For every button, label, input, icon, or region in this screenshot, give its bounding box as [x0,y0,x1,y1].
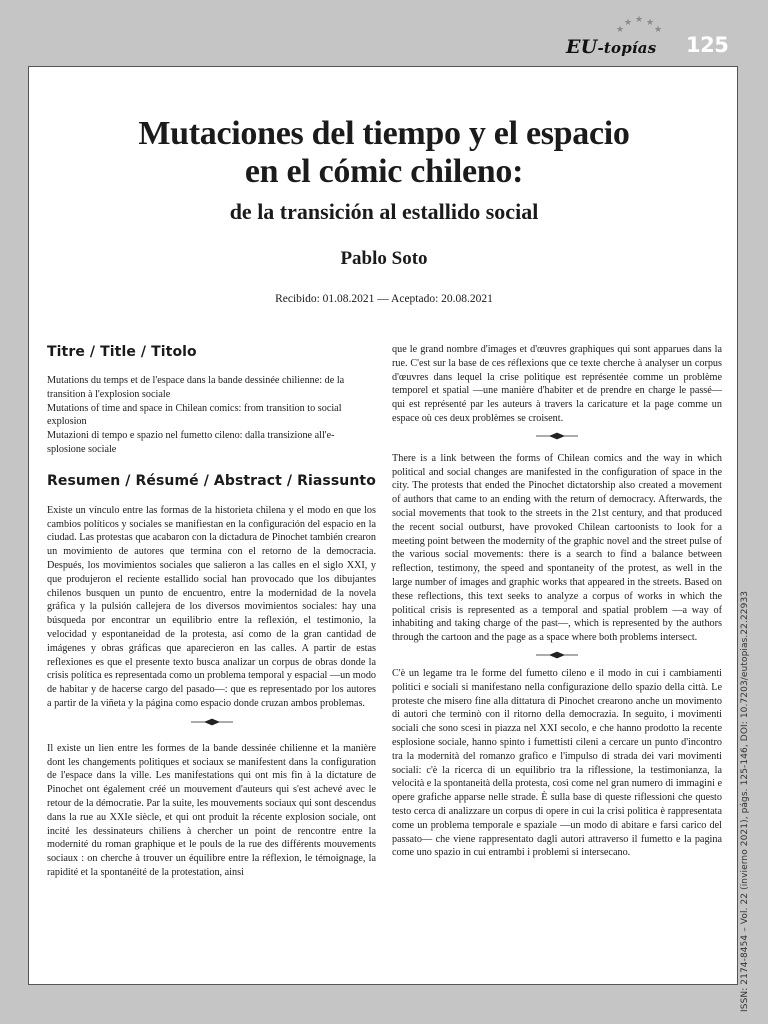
issn-doi-citation: ISSN: 2174-8454 – Vol. 22 (invierno 2021), págs. 125-146, DOI: 10.7203/eutopias.22.22933 [740,590,750,1012]
resumen-es: Existe un vínculo entre las formas de la historieta chilena y el modo en que los cambios políticos y sociales se manifiestan en la configuración del espacio en la ciudad. Las protestas que acabaron con la dictadura de Pinochet también crearon un movimiento de autores que termina con el retorno de la democracia. Después, los movimientos sociales que salieron a las calles en el siglo XXI, y que produjeron el reciente estallido social han provocado que los dibujantes chilenos busquen un punto de encuentro, entre la modernidad de la novela gráfica y la pulsión callejera de los diversos movimientos sociales: hay una búsqueda por encontrar un equilibrio entre la reflexión, el testimonio, la velocidad y espontaneidad de la protesta, así como de la gran cantidad de imágenes y obras gráficas que aparecieron en las calles. A partir de estas reflexiones es que el presente texto busca analizar un corpus de obras donde la crisis política es representada como un problema temporal y espacial —un modo de habitar y de hacerse cargo del pasado—: que es representado por los autores a partir de la viñeta y la página como espacio donde cruzan ambos problemas. [47,504,377,709]
section-ornament [392,430,722,442]
title-line-1: Mutaciones del tiempo y el espacio [138,115,630,152]
article-title [29,115,739,191]
page-number: 125 [686,33,729,57]
title-en-line-2: explosion [47,416,87,428]
resume-fr: Il existe un lien entre les formes de la bande dessinée chilienne et la manière dont les changements politiques et sociaux se manifestent dans la configuration de l'espace dans la ville. Les manifestations qui ont mis fin à la dictature de Pinochet ont également créé un mouvement d'auteurs qui s'est achevé avec le retour de la démocratie. Par la suite, les mouvements sociaux qui sont descendus dans la rue au XXIe siècle, et qui ont produit la récente explosion sociale, ont incité les dessinateurs chiliens à chercher un point de rencontre entre la modernité du roman graphique et le pouls de la rue des différents mouvements sociaux : on cherche à trouver un équilibre entre la réflexion, le témoignage, la rapidité et la spontanéité de la protestation, ainsi [47,742,376,878]
journal-logo [566,36,656,58]
received-accepted-dates: Recibido: 01.08.2021 — Aceptado: 20.08.2021 [275,293,493,305]
logo-stars: ★ ★ ★ ★ ★ [616,15,663,35]
title-en-line-1: Mutations of time and space in Chilean comics: from transition to social [47,402,342,414]
resume-fr-continued: que le grand nombre d'images et d'œuvres graphiques qui sont apparues dans la rue. C'est sur la base de ces réflexions que ce texte cherche à analyser un corpus d'œuvres dans lequel la crise politique est représentée comme un problème temporel et spatial —une manière d'habiter et de prendre en charge le passé— qui est représenté par les auteurs à travers la caricature et la page comme un espace où ces deux problèmes se croisent. [392,344,722,424]
logo-topias: -topías [597,39,657,57]
title-fr-line-2: transition à l'explosion sociale [47,388,171,400]
titles-list [47,374,376,457]
article-page [28,66,738,985]
article-subtitle: de la transición al estallido social [229,199,539,224]
abstract-en: There is a link between the forms of Chilean comics and the way in which political and social changes are manifested in the configuration of space in the city. The protests that ended the Pinochet dictatorship also created a movement of authors that came to an ending with the return of democracy. Afterwards, the social movements that took to the streets in the 21st century, and that produced the recent social outburst, have provoked Chilean cartoonists to look for a meeting point between the modernity of the graphic novel and the street pulse of the various social movements: there is a search to find a balance between reflection, testimony, the speed and spontaneity of the protest, as well in the large number of images and graphic works that appeared in the streets. Based on these reflections, this text seeks to analyze a corpus of works in which the political crisis is represented as a temporal and spatial problem —a way of inhabiting and taking charge of the past—, which is represented by the authors through the cartoon and the page as a space where both problems intersect. [392,452,722,644]
abstract-heading: Resumen / Résumé / Abstract / Riassunto [47,472,376,489]
titles-heading: Titre / Title / Titolo [47,344,197,360]
title-it-line-2: splosione sociale [47,443,117,455]
riassunto-it: C'è un legame tra le forme del fumetto cileno e il modo in cui i cambiamenti politici e sociali si manifestano nella configurazione dello spazio della città. Le proteste che misero fine alla dittatura di Pinochet crearono anche un movimento di autori che terminò con il ritorno della democrazia. In seguito, i movimenti sociali che sono scesi in piazza nel XXI secolo, e che hanno prodotto la recente esplosione sociale, hanno spinto i fumettisti cileni a cercare un punto d'incontro tra la modernità del romanzo grafico e l'impulso di strada dei vari movimenti sociali: c'è la ricerca di un equilibrio tra la riflessione, la testimonianza, la velocità e la spontaneità della protesta, così come nel gran numero di immagini e opere grafiche apparse nelle strade. È sulla base di queste riflessioni che questo testo cerca di analizzare un corpus di opere in cui la crisi politica è rappresentata come un problema temporale e spaziale —un modo di abitare e farsi carico del passato— che viene rappresentato dagli autori attraverso il fumetto e la pagina come uno spazio in cui entrambi i problemi si intersecano. [392,667,722,859]
left-column [47,343,376,880]
section-ornament [47,716,376,728]
logo-eu: EU [566,36,598,58]
right-column [392,343,722,860]
title-it-line-1: Mutazioni di tempo e spazio nel fumetto cileno: dalla transizione all'e- [47,430,335,442]
section-ornament [392,649,722,661]
article-author: Pablo Soto [340,248,428,269]
title-line-2: en el cómic chileno: [244,153,524,190]
title-fr-line-1: Mutations du temps et de l'espace dans la bande dessinée chilienne: de la [47,375,345,386]
